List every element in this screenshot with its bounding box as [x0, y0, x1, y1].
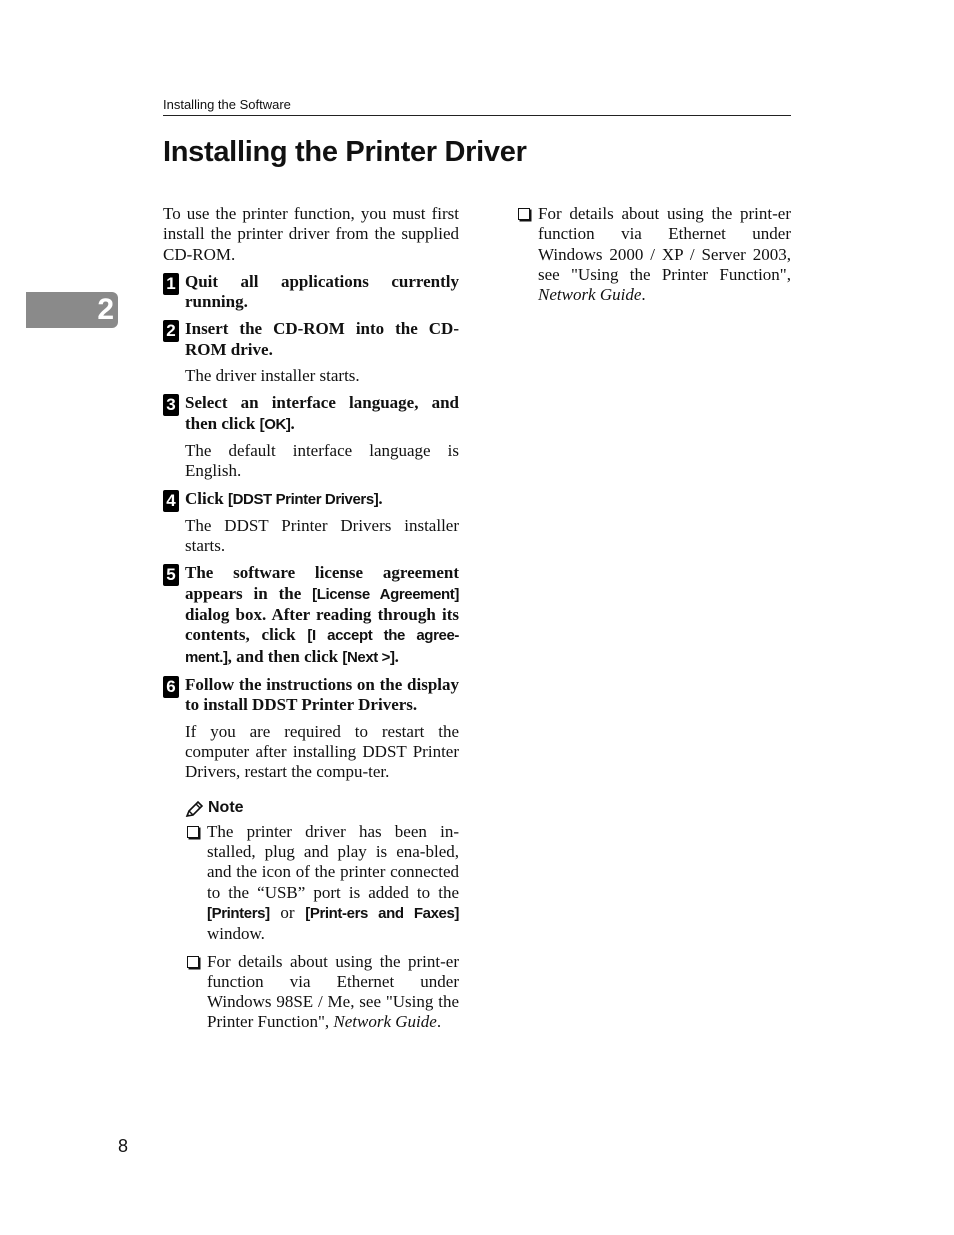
step-5	[163, 563, 459, 667]
ui-label-license-agreement: [License Agreement]	[312, 585, 459, 603]
ui-label-ok: [OK]	[259, 415, 291, 433]
step-number-4: 4	[163, 490, 179, 512]
step-6	[163, 675, 459, 782]
intro-paragraph: To use the printer function, you must first install the printer driver from the supplied CD-ROM.	[163, 204, 459, 264]
step-body: The default interface language is English.	[185, 440, 459, 481]
note-bullet-2: For details about using the print-er function via Ethernet under Windows 98SE / Me, see "Using the Printer Function", Network Guide.	[185, 952, 459, 1033]
step-2	[163, 319, 459, 386]
checkbox-bullet-icon	[518, 208, 530, 220]
left-column	[163, 204, 459, 1040]
page-number: 8	[118, 1136, 129, 1156]
step-title: Select an interface language, and then click [OK].	[185, 393, 459, 433]
checkbox-bullet-icon	[187, 956, 199, 968]
step-title: Follow the instructions on the display to install DDST Printer Drivers.	[185, 674, 459, 715]
step-number-3: 3	[163, 394, 179, 416]
note-heading	[185, 798, 459, 818]
note-block	[163, 798, 459, 1032]
step-4	[163, 489, 459, 557]
right-column	[516, 204, 791, 312]
ui-label-next: [Next >]	[342, 648, 395, 666]
note-bullet-1: The printer driver has been in-stalled, plug and play is ena-bled, and the icon of the printer connected to the “USB” port is added to the [Printers] or [Print-ers and Faxes] window.	[185, 822, 459, 945]
step-number-6: 6	[163, 676, 179, 698]
step-number-2: 2	[163, 320, 179, 342]
note-label: Note	[208, 799, 244, 817]
step-body: If you are required to restart the computer after installing DDST Printer Drivers, restart the compu-ter.	[185, 721, 459, 782]
step-1	[163, 272, 459, 313]
ui-label-ddst-printer-drivers: [DDST Printer Drivers]	[227, 490, 379, 508]
right-note-bullet: For details about using the print-er function via Ethernet under Windows 2000 / XP / Server 2003, see "Using the Printer Function", Network Guide.	[516, 204, 791, 305]
chapter-number: 2	[97, 293, 114, 326]
ui-label-printers-and-faxes: [Print-ers and Faxes]	[305, 904, 459, 922]
step-3	[163, 393, 459, 481]
step-title: Click [DDST Printer Drivers].	[185, 488, 383, 508]
reference-title: Network Guide	[333, 1012, 437, 1032]
page-title: Installing the Printer Driver	[163, 136, 527, 168]
step-title: The software license agreement appears in the [License Agreement] dialog box. After reading through its contents, click [I accept the agree-ment.], and then click [Next >].	[185, 563, 459, 666]
reference-title: Network Guide	[538, 285, 642, 305]
chapter-tab	[26, 292, 118, 328]
ui-label-printers: [Printers]	[207, 904, 270, 922]
pencil-icon	[185, 800, 205, 818]
ui-label-i-accept: [I accept the agree-ment.]	[185, 627, 459, 666]
step-title: Insert the CD-ROM into the CD-ROM drive.	[185, 319, 459, 359]
running-head: Installing the Software	[163, 97, 791, 116]
step-body: The driver installer starts.	[185, 366, 360, 386]
step-number-5: 5	[163, 564, 179, 586]
step-title: Quit all applications currently running.	[185, 271, 459, 312]
step-body: The DDST Printer Drivers installer starts.	[185, 515, 459, 556]
checkbox-bullet-icon	[187, 826, 199, 838]
step-number-1: 1	[163, 273, 179, 295]
